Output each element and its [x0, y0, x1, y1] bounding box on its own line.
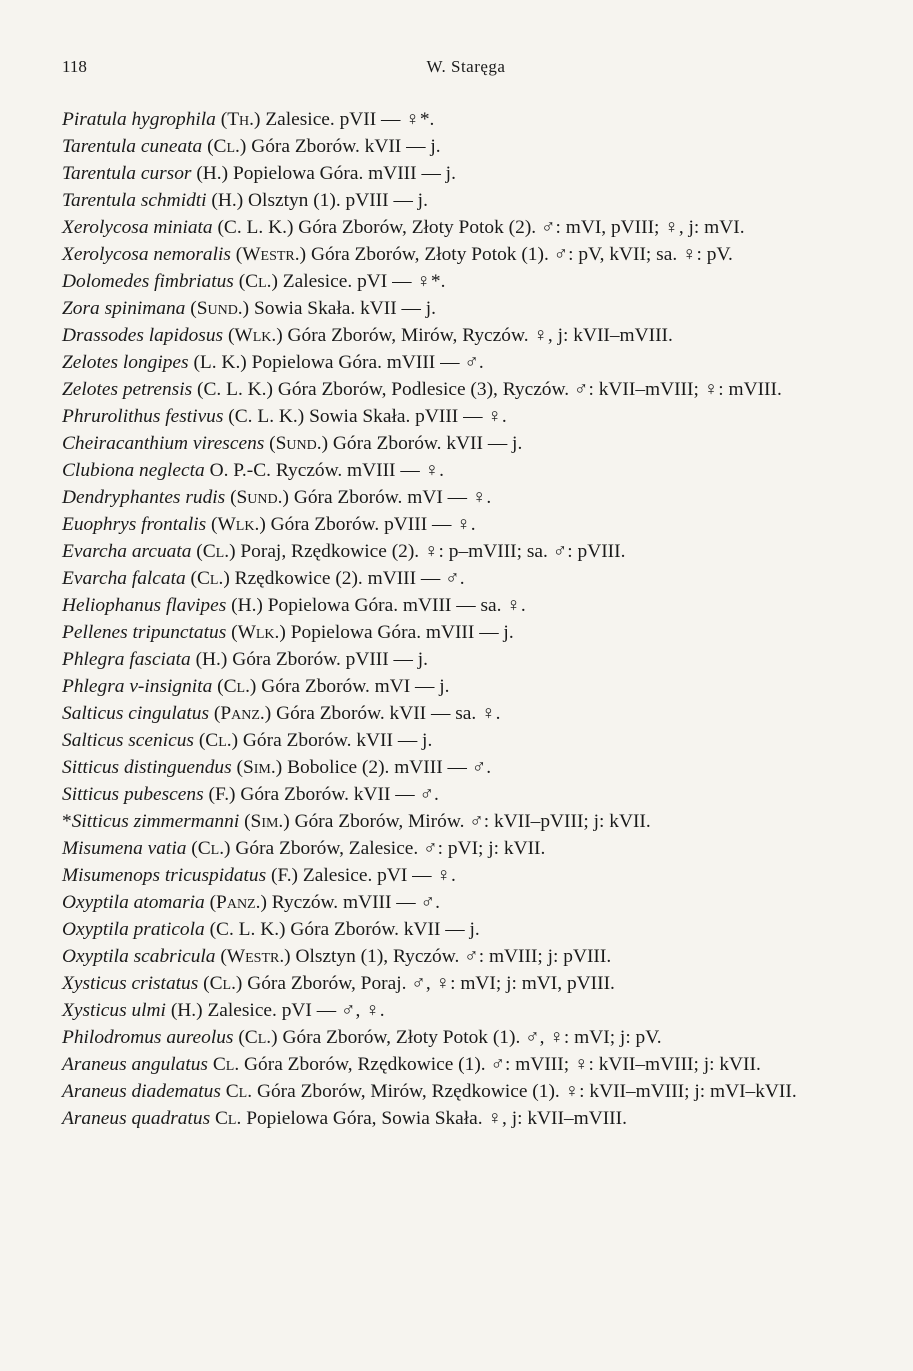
- species-entry: [62, 241, 870, 268]
- species-authority: (Sim.): [236, 757, 283, 778]
- species-entry: [62, 484, 870, 511]
- species-authority: (Westr.): [235, 244, 307, 265]
- species-entry: [62, 430, 870, 457]
- species-entry: [62, 997, 870, 1024]
- locality-record: Góra Zborów. pVIII — j.: [232, 649, 429, 670]
- species-authority: (H.): [170, 1000, 203, 1021]
- species-authority: (Cl.): [217, 676, 257, 697]
- species-authority: (Cl.): [190, 568, 230, 589]
- species-name: Tarentula cuneata: [62, 136, 203, 157]
- locality-record: Góra Zborów, Złoty Potok (1). ♂, ♀: mVI; j: pV.: [282, 1027, 662, 1048]
- species-name: Araneus angulatus: [62, 1054, 208, 1075]
- species-name: Tarentula schmidti: [62, 190, 207, 211]
- species-entry: [62, 403, 870, 430]
- species-name: Salticus scenicus: [62, 730, 194, 751]
- locality-record: Zalesice. pVI — ♂, ♀.: [207, 1000, 385, 1021]
- species-name: Evarcha falcata: [62, 568, 186, 589]
- species-entry: [62, 106, 870, 133]
- species-authority: (Cl.): [203, 973, 243, 994]
- species-name: Salticus cingulatus: [62, 703, 210, 724]
- species-entry: [62, 349, 870, 376]
- species-authority: (F.): [208, 784, 236, 805]
- species-name: Xerolycosa miniata: [62, 217, 213, 238]
- locality-record: Góra Zborów, Mirów, Rzędkowice (1). ♀: kVII–mVIII; j: mVI–kVII.: [256, 1081, 797, 1102]
- species-entry: [62, 160, 870, 187]
- species-authority: (H.): [196, 163, 229, 184]
- locality-record: Góra Zborów. kVII — j.: [242, 730, 433, 751]
- entry-prefix: *: [62, 811, 72, 832]
- locality-record: Zalesice. pVI — ♀.: [302, 865, 456, 886]
- species-entry: [62, 862, 870, 889]
- locality-record: Góra Zborów. pVIII — ♀.: [270, 514, 476, 535]
- species-authority: (C. L. K.): [217, 217, 294, 238]
- species-authority: (Cl.): [238, 1027, 278, 1048]
- species-entry: [62, 592, 870, 619]
- locality-record: Góra Zborów. kVII — j.: [332, 433, 523, 454]
- species-name: Phlegra v-insignita: [62, 676, 213, 697]
- species-authority: (Cl.): [191, 838, 231, 859]
- species-authority: (Westr.): [220, 946, 291, 967]
- locality-record: Góra Zborów, Złoty Potok (1). ♂: pV, kVII; sa. ♀: pV.: [310, 244, 733, 265]
- species-name: Zelotes longipes: [62, 352, 189, 373]
- locality-record: Popielowa Góra. mVIII — ♂.: [251, 352, 484, 373]
- locality-record: Sowia Skała. kVII — j.: [253, 298, 437, 319]
- species-name: Xysticus cristatus: [62, 973, 199, 994]
- species-entry: [62, 1078, 870, 1105]
- locality-record: Góra Zborów, Rzędkowice (1). ♂: mVIII; ♀: kVII–mVIII; j: kVII.: [244, 1054, 761, 1075]
- species-authority: (Sim.): [244, 811, 290, 832]
- locality-record: Góra Zborów. kVII — j.: [251, 136, 441, 157]
- species-name: Tarentula cursor: [62, 163, 192, 184]
- species-name: Oxyptila atomaria: [62, 892, 205, 913]
- species-authority: (Wlk.): [227, 325, 283, 346]
- species-entry: [62, 1105, 870, 1132]
- species-entry: [62, 916, 870, 943]
- species-entry: [62, 376, 870, 403]
- species-authority: (F.): [271, 865, 299, 886]
- species-authority: (Sund.): [269, 433, 329, 454]
- species-entry: [62, 943, 870, 970]
- locality-record: Zalesice. pVI — ♀*.: [282, 271, 446, 292]
- species-entry: [62, 214, 870, 241]
- locality-record: Góra Zborów, Poraj. ♂, ♀: mVI; j: mVI, pVIII.: [247, 973, 615, 994]
- species-entry: [62, 133, 870, 160]
- species-authority: (L. K.): [193, 352, 247, 373]
- species-entry: [62, 268, 870, 295]
- species-authority: Cl.: [215, 1108, 242, 1129]
- locality-record: Góra Zborów. kVII — sa. ♀.: [276, 703, 501, 724]
- species-entry: [62, 646, 870, 673]
- locality-record: Poraj, Rzędkowice (2). ♀: p–mVIII; sa. ♂: pVIII.: [240, 541, 626, 562]
- species-entry: [62, 295, 870, 322]
- species-name: Sitticus zimmermanni: [71, 811, 240, 832]
- locality-record: Ryczów. mVIII — ♂.: [271, 892, 440, 913]
- species-authority: (Th.): [220, 109, 261, 130]
- species-entry: [62, 673, 870, 700]
- species-authority: (Cl.): [196, 541, 236, 562]
- species-authority: (Cl.): [238, 271, 278, 292]
- species-name: Piratula hygrophila: [62, 109, 216, 130]
- locality-record: Popielowa Góra. mVIII — j.: [290, 622, 514, 643]
- species-entry: [62, 808, 870, 835]
- page-header: [62, 55, 870, 85]
- species-name: Oxyptila praticola: [62, 919, 205, 940]
- species-name: Pellenes tripunctatus: [62, 622, 227, 643]
- species-name: Euophrys frontalis: [62, 514, 207, 535]
- species-authority: (Cl.): [198, 730, 239, 751]
- locality-record: Sowia Skała. pVIII — ♀.: [309, 406, 507, 427]
- locality-record: Rzędkowice (2). mVIII — ♂.: [234, 568, 465, 589]
- species-entry: [62, 700, 870, 727]
- species-authority: (Cl.): [207, 136, 247, 157]
- species-name: Clubiona neglecta: [62, 460, 205, 481]
- species-authority: (Panz.): [209, 892, 267, 913]
- species-entry: [62, 889, 870, 916]
- species-name: Cheiracanthium virescens: [62, 433, 265, 454]
- species-name: Sitticus pubescens: [62, 784, 204, 805]
- species-name: Phrurolithus festivus: [62, 406, 224, 427]
- species-name: Philodromus aureolus: [62, 1027, 234, 1048]
- species-authority: (H.): [231, 595, 263, 616]
- species-name: Xysticus ulmi: [62, 1000, 166, 1021]
- species-name: Zora spinimana: [62, 298, 186, 319]
- species-authority: (Panz.): [213, 703, 272, 724]
- locality-record: Popielowa Góra, Sowia Skała. ♀, j: kVII–mVIII.: [246, 1108, 627, 1129]
- species-entry: [62, 1051, 870, 1078]
- species-name: Dolomedes fimbriatus: [62, 271, 234, 292]
- species-entry: [62, 1024, 870, 1051]
- species-name: Drassodes lapidosus: [62, 325, 224, 346]
- species-name: Misumenops tricuspidatus: [62, 865, 267, 886]
- species-authority: (Wlk.): [211, 514, 266, 535]
- locality-record: Góra Zborów, Złoty Potok (2). ♂: mVI, pVIII; ♀, j: mVI.: [298, 217, 745, 238]
- species-name: Dendryphantes rudis: [62, 487, 226, 508]
- species-name: Xerolycosa nemoralis: [62, 244, 231, 265]
- species-name: Heliophanus flavipes: [62, 595, 227, 616]
- species-authority: (H.): [195, 649, 228, 670]
- species-name: Zelotes petrensis: [62, 379, 193, 400]
- species-entry: [62, 970, 870, 997]
- species-entry: [62, 187, 870, 214]
- species-name: Araneus diadematus: [62, 1081, 221, 1102]
- species-authority: (Sund.): [190, 298, 250, 319]
- page-number: 118: [62, 57, 87, 76]
- species-entry: [62, 727, 870, 754]
- locality-record: Popielowa Góra. mVIII — j.: [232, 163, 456, 184]
- species-authority: Cl.: [212, 1054, 240, 1075]
- locality-record: Góra Zborów, Mirów. ♂: kVII–pVIII; j: kVII.: [294, 811, 651, 832]
- species-entry: [62, 322, 870, 349]
- species-authority: (H.): [211, 190, 244, 211]
- species-entry: [62, 511, 870, 538]
- species-authority: (C. L. K.): [197, 379, 273, 400]
- species-authority: Cl.: [225, 1081, 253, 1102]
- species-name: Misumena vatia: [62, 838, 187, 859]
- species-name: Sitticus distinguendus: [62, 757, 232, 778]
- species-entry: [62, 565, 870, 592]
- locality-record: Góra Zborów, Podlesice (3), Ryczów. ♂: kVII–mVIII; ♀: mVIII.: [277, 379, 782, 400]
- species-name: Oxyptila scabricula: [62, 946, 216, 967]
- locality-record: Zalesice. pVII — ♀*.: [265, 109, 435, 130]
- species-entry: [62, 835, 870, 862]
- species-entry: [62, 754, 870, 781]
- species-authority: (C. L. K.): [228, 406, 305, 427]
- locality-record: Olsztyn (1), Ryczów. ♂: mVIII; j: pVIII.: [295, 946, 612, 967]
- locality-record: Olsztyn (1). pVIII — j.: [248, 190, 428, 211]
- species-list: [62, 106, 870, 1132]
- species-entry: [62, 619, 870, 646]
- species-name: Araneus quadratus: [62, 1108, 211, 1129]
- species-authority: (C. L. K.): [209, 919, 286, 940]
- species-authority: (Sund.): [230, 487, 289, 508]
- species-name: Evarcha arcuata: [62, 541, 192, 562]
- species-entry: [62, 457, 870, 484]
- locality-record: Ryczów. mVIII — ♀.: [275, 460, 444, 481]
- locality-record: Bobolice (2). mVIII — ♂.: [287, 757, 492, 778]
- species-authority: (Wlk.): [231, 622, 286, 643]
- species-name: Phlegra fasciata: [62, 649, 191, 670]
- locality-record: Popielowa Góra. mVIII — sa. ♀.: [267, 595, 526, 616]
- species-entry: [62, 781, 870, 808]
- locality-record: Góra Zborów, Zalesice. ♂: pVI; j: kVII.: [235, 838, 546, 859]
- locality-record: Góra Zborów, Mirów, Ryczów. ♀, j: kVII–mVIII.: [287, 325, 673, 346]
- locality-record: Góra Zborów. kVII — ♂.: [240, 784, 439, 805]
- species-authority: O. P.-C.: [209, 460, 271, 481]
- locality-record: Góra Zborów. mVI — ♀.: [293, 487, 492, 508]
- locality-record: Góra Zborów. mVI — j.: [261, 676, 450, 697]
- running-head-author: W. Staręga: [426, 57, 506, 76]
- species-entry: [62, 538, 870, 565]
- locality-record: Góra Zborów. kVII — j.: [290, 919, 480, 940]
